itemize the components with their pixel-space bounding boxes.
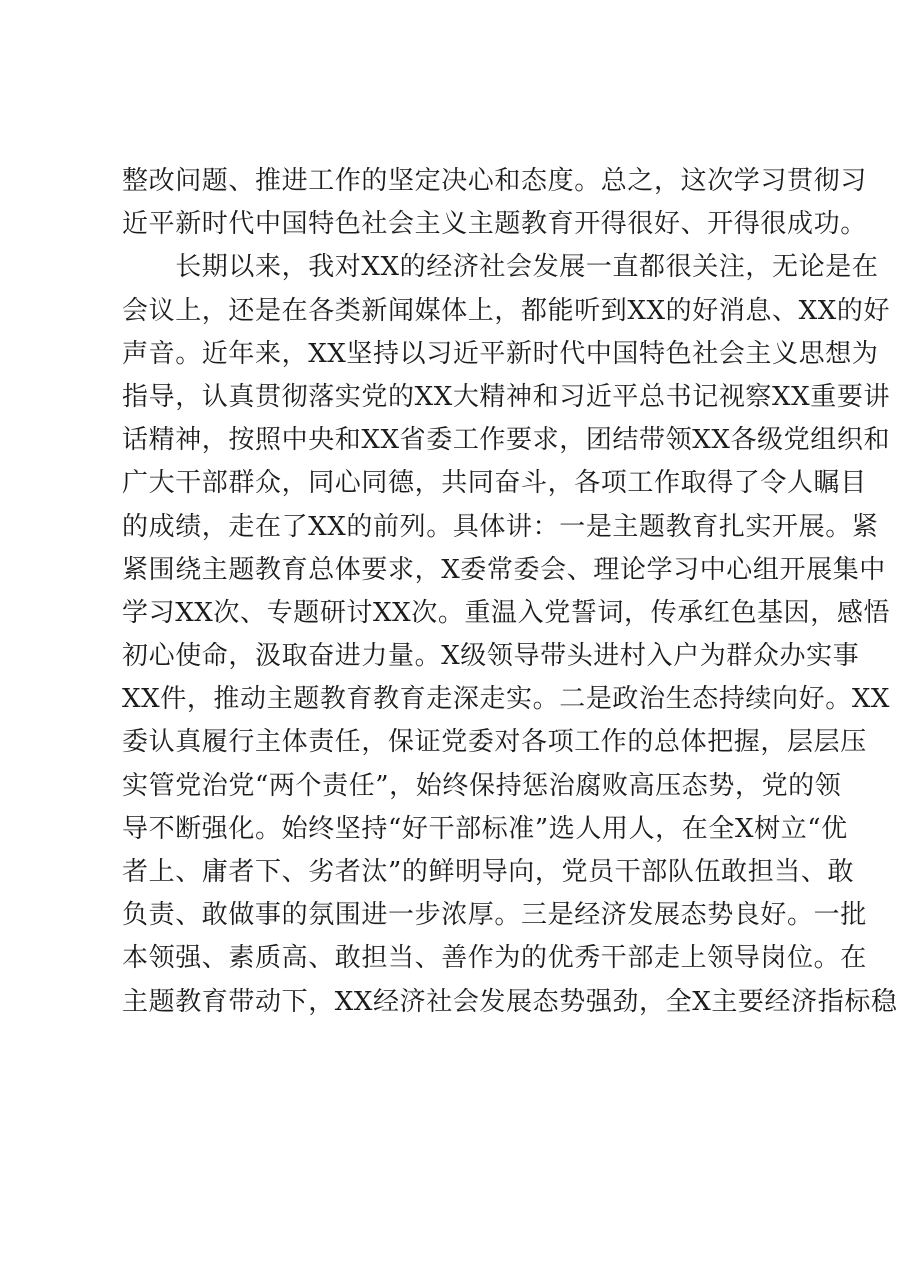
text-line: 近平新时代中国特色社会主义主题教育开得很好、开得很成功。	[122, 209, 867, 240]
text-line: 学习XX次、专题研讨XX次。重温入党誓词，传承红色基因，感悟	[122, 597, 891, 628]
text-line: 者上、庸者下、劣者汰”的鲜明导向，党员干部队伍敢担当、敢	[122, 857, 855, 887]
text-line: 指导，认真贯彻落实党的XX大精神和习近平总书记视察XX重要讲	[122, 381, 891, 412]
text-line: 广大干部群众，同心同德，共同奋斗，各项工作取得了令人瞩目	[122, 468, 867, 499]
text-line: 导不断强化。始终坚持“好干部标准”选人用人，在全X树立“优	[122, 813, 848, 844]
text-line: XX件，推动主题教育教育走深走实。二是政治生态持续向好。XX	[122, 684, 891, 715]
text-line: 声音。近年来，XX坚持以习近平新时代中国特色社会主义思想为	[122, 338, 879, 369]
text-line: 的成绩，走在了XX的前列。具体讲：一是主题教育扎实开展。紧	[122, 511, 879, 542]
text-line: 实管党治党“两个责任”，始终保持惩治腐败高压态势，党的领	[122, 770, 842, 801]
text-line: 委认真履行主体责任，保证党委对各项工作的总体把握，层层压	[122, 727, 867, 758]
text-line: 初心使命，汲取奋进力量。X级领导带头进村入户为群众办实事	[122, 641, 860, 672]
text-line: 会议上，还是在各类新闻媒体上，都能听到XX的好消息、XX的好	[122, 295, 891, 326]
body-text	[122, 160, 898, 1024]
text-line: 本领强、素质高、敢担当、善作为的优秀干部走上领导岗位。在	[122, 943, 867, 974]
text-line: 整改问题、推进工作的坚定决心和态度。总之，这次学习贯彻习	[122, 166, 867, 196]
text-line: 紧围绕主题教育总体要求，X委常委会、理论学习中心组开展集中	[122, 554, 886, 585]
text-line: 话精神，按照中央和XX省委工作要求，团结带领XX各级党组织和	[122, 425, 891, 456]
text-line: 长期以来，我对XX的经济社会发展一直都很关注，无论是在	[122, 252, 879, 283]
text-line: 负责、敢做事的氛围进一步浓厚。三是经济发展态势良好。一批	[122, 900, 867, 931]
text-line: 主题教育带动下，XX经济社会发展态势强劲，全X主要经济指标稳	[122, 986, 898, 1017]
